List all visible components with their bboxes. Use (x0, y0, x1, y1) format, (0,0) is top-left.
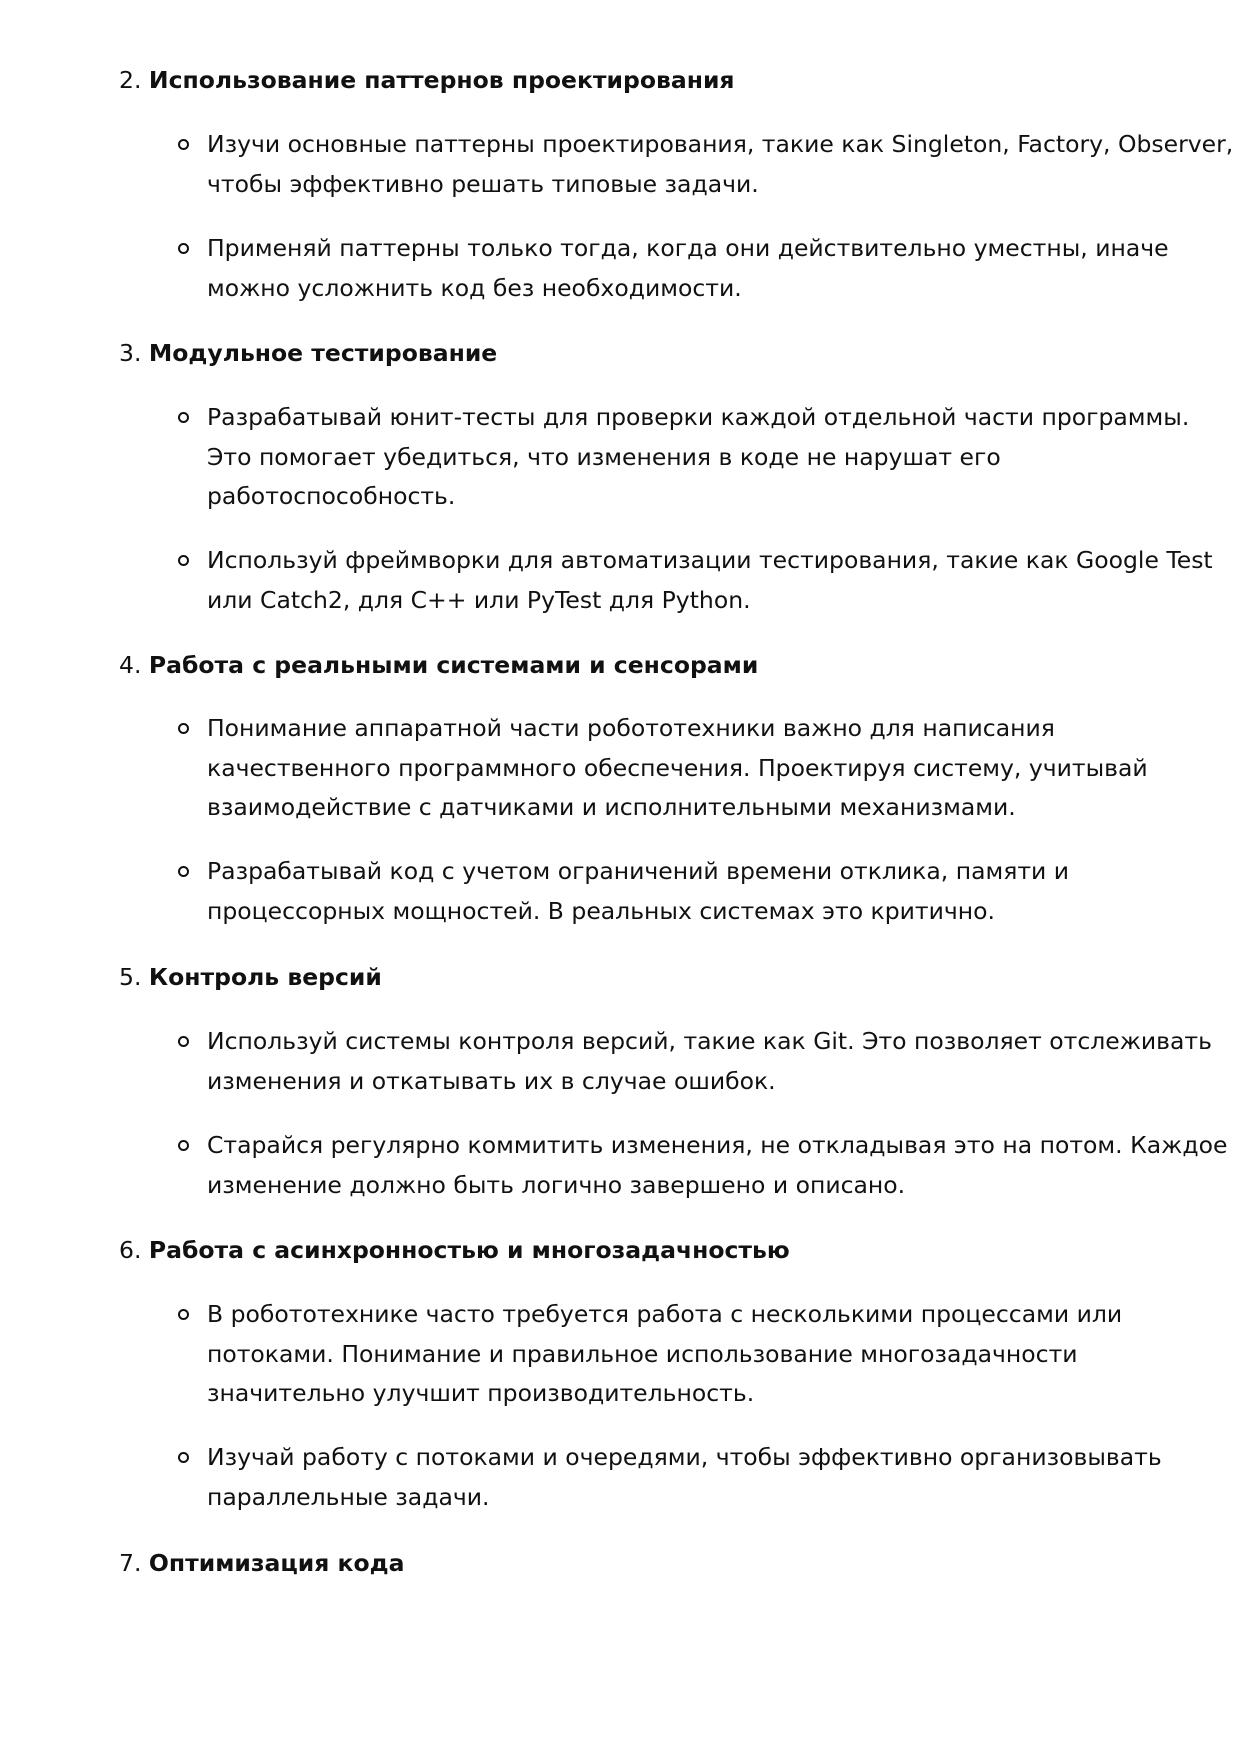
section-number: 6. (119, 1236, 142, 1264)
list-item-text: Изучи основные паттерны проектирования, такие как Singleton, Factory, Observer, чтобы эффективно решать типовые задачи. (207, 130, 1234, 198)
section-title: Работа с асинхронностью и многозадачностью (148, 1236, 790, 1264)
circle-bullet-icon (178, 1140, 189, 1151)
circle-bullet-icon (178, 243, 189, 254)
list-item-text: Используй системы контроля версий, такие как Git. Это позволяет отслеживать изменения и откатывать их в случае ошибок. (207, 1027, 1212, 1095)
section-heading (119, 333, 497, 373)
circle-bullet-icon (178, 866, 189, 877)
list-item-text: Понимание аппаратной части робототехники важно для написания качественного программного обеспечения. Проектируя систему, учитывай взаимодействие с датчиками и исполнительными механизмами. (207, 714, 1148, 821)
circle-bullet-icon (178, 555, 189, 566)
list-item-text: Применяй паттерны только тогда, когда они действительно уместны, иначе можно усложнить код без необходимости. (207, 234, 1169, 302)
section-title: Оптимизация кода (148, 1549, 405, 1577)
circle-bullet-icon (178, 1036, 189, 1047)
section-number: 4. (119, 651, 142, 679)
section-title: Использование паттернов проектирования (148, 66, 735, 94)
circle-bullet-icon (178, 1309, 189, 1320)
section-heading (119, 957, 382, 997)
list-item-text: Старайся регулярно коммитить изменения, не откладывая это на потом. Каждое изменение должно быть логично завершено и описано. (207, 1131, 1228, 1199)
section-number: 3. (119, 339, 142, 367)
circle-bullet-icon (178, 412, 189, 423)
section-heading (119, 645, 758, 685)
list-item-text: Используй фреймворки для автоматизации тестирования, такие как Google Test или Catch2, для C++ или PyTest для Python. (207, 546, 1213, 614)
section-heading (119, 1543, 404, 1583)
circle-bullet-icon (178, 1452, 189, 1463)
list-item-text: Изучай работу с потоками и очередями, чтобы эффективно организовывать параллельные задачи. (207, 1443, 1162, 1511)
section-title: Контроль версий (148, 963, 382, 991)
list-item-text: Разрабатывай юнит-тесты для проверки каждой отдельной части программы. Это помогает убедиться, что изменения в коде не нарушат его работоспособность. (207, 403, 1190, 510)
circle-bullet-icon (178, 139, 189, 150)
list-item-text: В робототехнике часто требуется работа с несколькими процессами или потоками. Понимание и правильное использование многозадачности значительно улучшит производительность. (207, 1300, 1123, 1407)
section-title: Модульное тестирование (148, 339, 498, 367)
list-item-text: Разрабатывай код с учетом ограничений времени отклика, памяти и процессорных мощностей. В реальных системах это критично. (207, 857, 1070, 925)
section-number: 5. (119, 963, 142, 991)
section-heading (119, 1230, 790, 1270)
circle-bullet-icon (178, 723, 189, 734)
section-heading (119, 60, 735, 100)
section-number: 7. (119, 1549, 142, 1577)
section-title: Работа с реальными системами и сенсорами (148, 651, 759, 679)
section-number: 2. (119, 66, 142, 94)
